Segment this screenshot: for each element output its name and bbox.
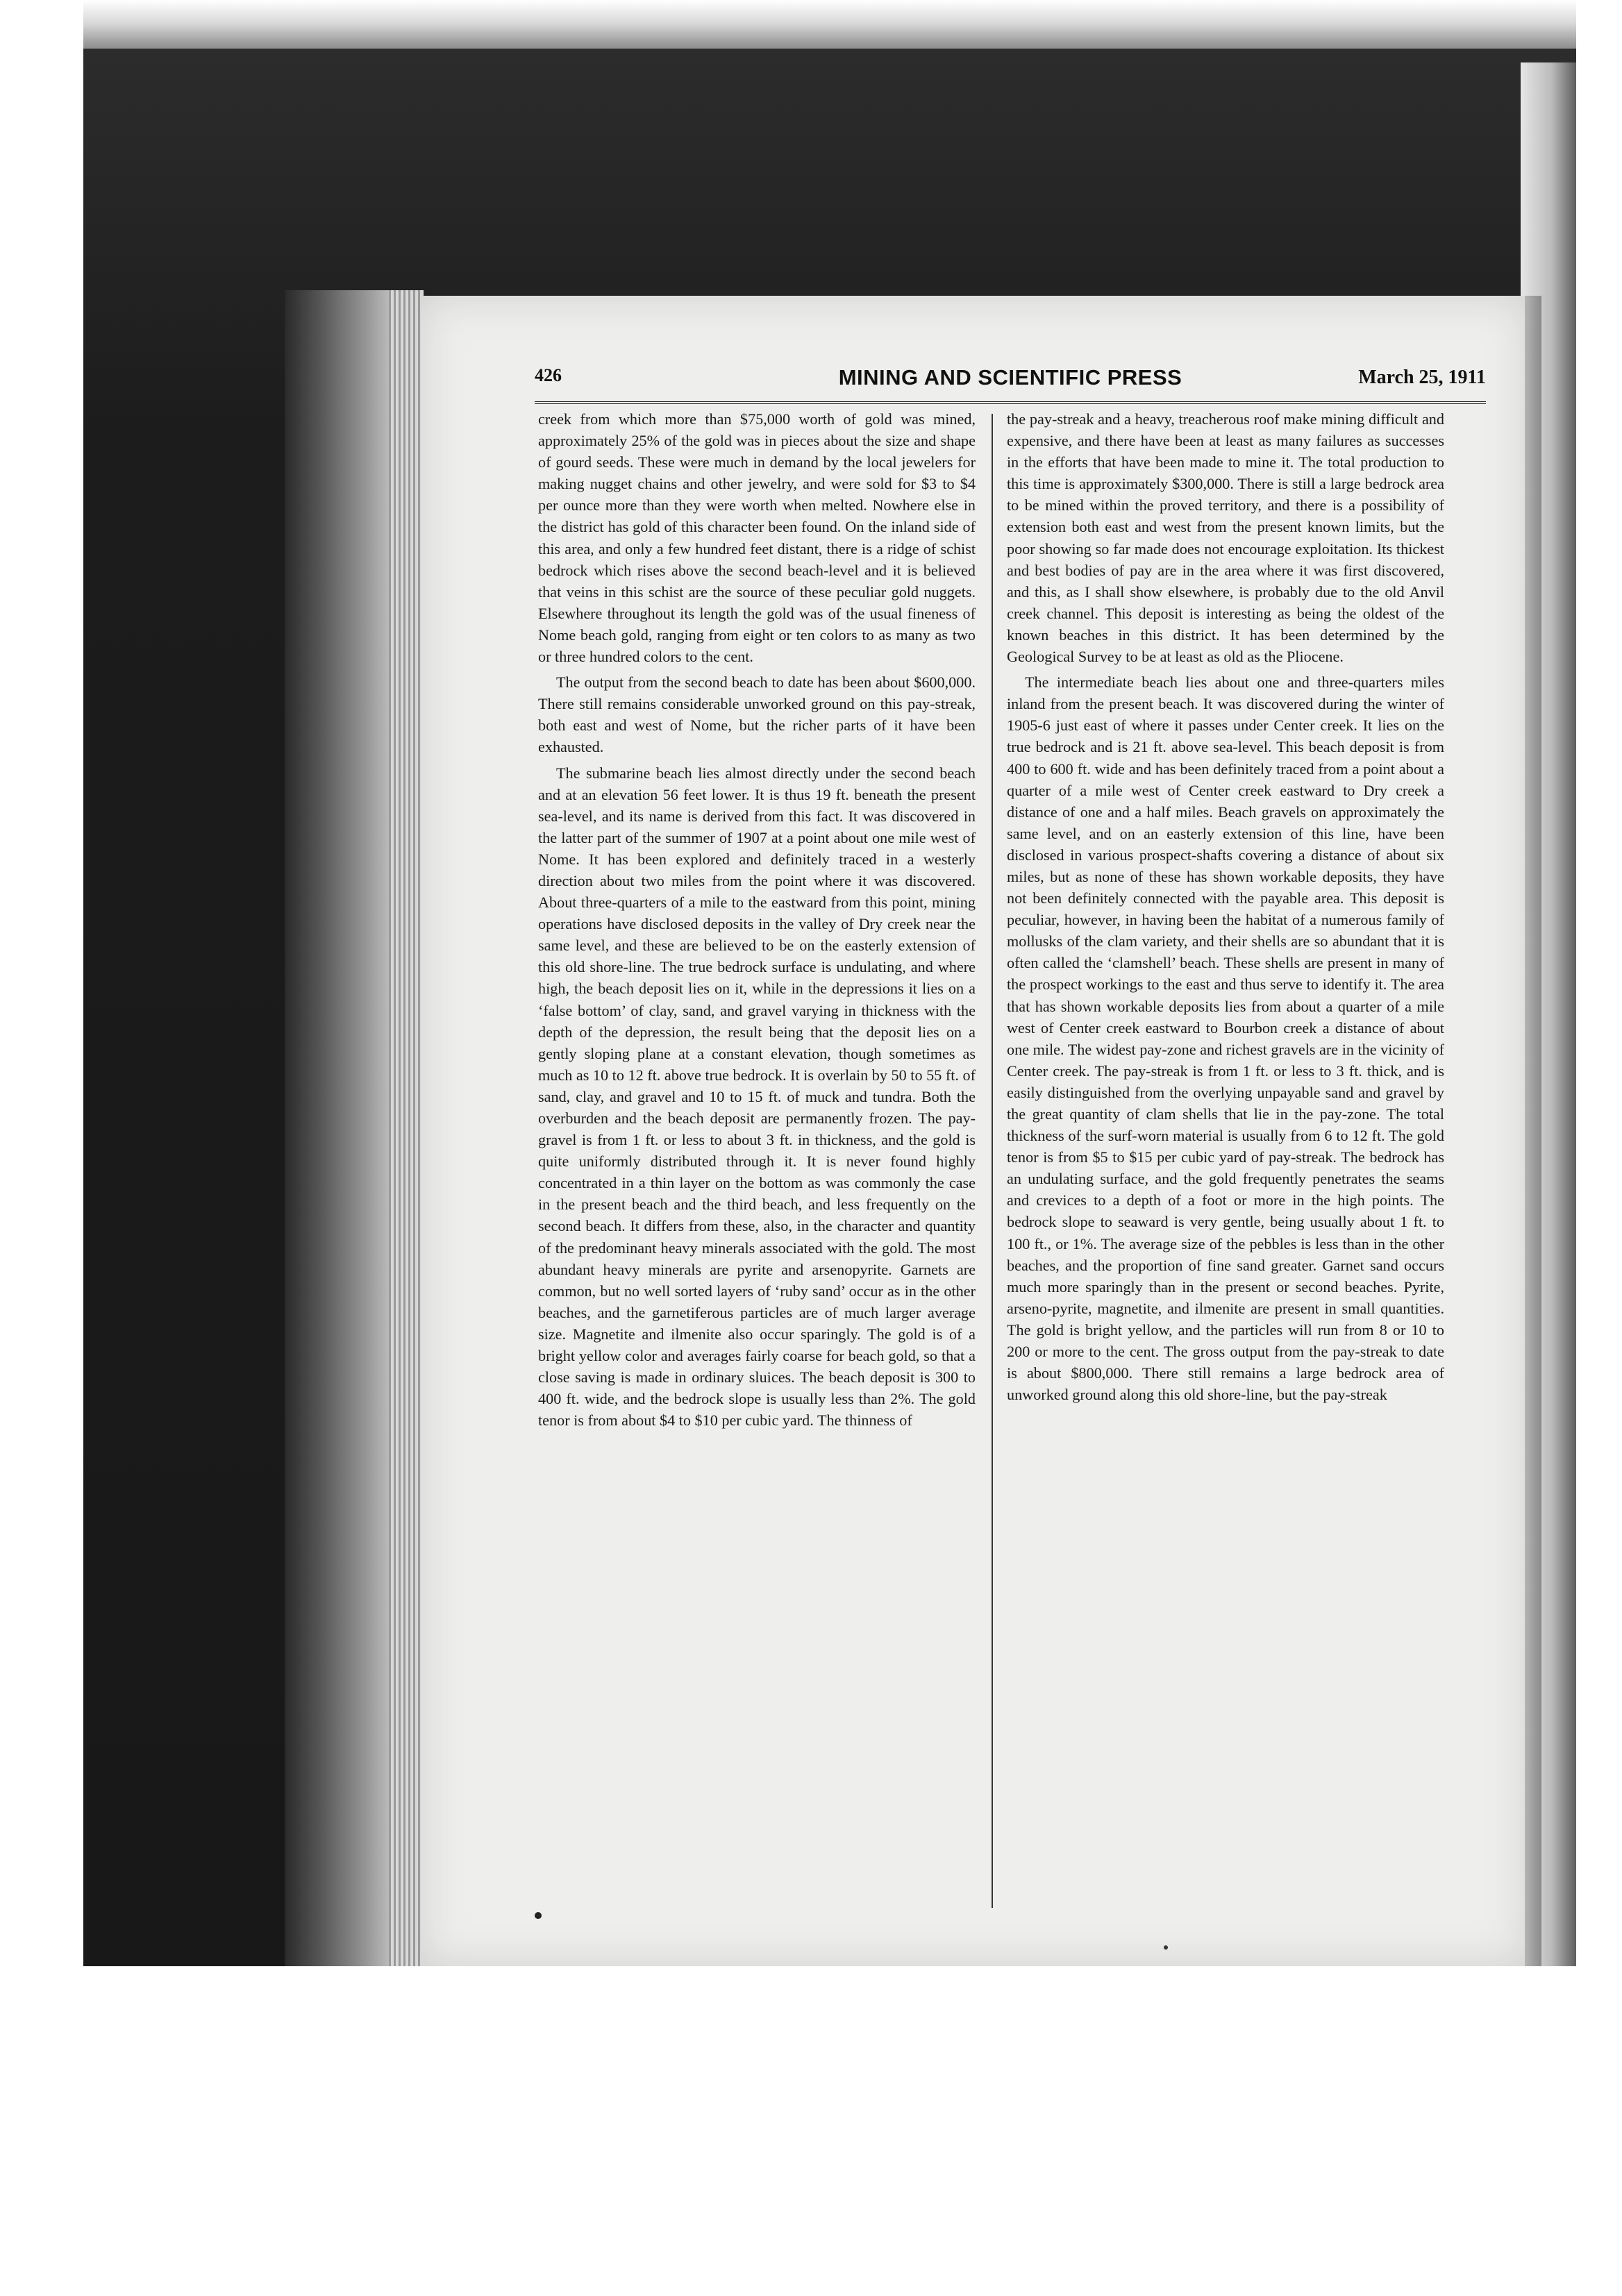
paragraph: the pay-streak and a heavy, treacherous roof make mining difficult and expensive, and there have been at least as many failures as successes in the efforts that have been made to mine it. The total production to this time is approximately $300,000. There is still a large bedrock area to be mined within the proved territory, and there is a possibility of extension both east and west from the present known limits, but the poor showing so far made does not encourage exploitation. Its thickest and best bodies of pay are in the area where it was first discovered, and this, as I shall show elsewhere, is probably due to the old Anvil creek channel. This deposit is interesting as being the oldest of the known beaches in this district. It has been determined by the Geological Survey to be at least as old as the Pliocene. <box>1007 410 1444 666</box>
paragraph: The intermediate beach lies about one and three-quarters miles inland from the present beach. It was discovered during the winter of 1905-6 just east of where it passes under Center creek. It lies on the true bedrock and is 21 ft. above sea-level. This beach deposit is from 400 to 600 ft. wide and has been definitely traced from a point about a quarter of a mile west of Center creek eastward to Dry creek a distance of one and a half miles. Beach gravels on approximately the same level, and on an easterly extension of this line, have been disclosed in various prospect-shafts covering a distance of about six miles, but as none of these has shown workable deposits, they have not been definitely connected with the payable area. This deposit is peculiar, however, in having been the habitat of a numerous family of mollusks of the clam variety, and their shells are so abundant that it is often called the ‘clamshell’ beach. These shells are present in many of the prospect workings to the east and thus serve to identify it. The area that has shown workable deposits lies from about a quarter of a mile west of Center creek eastward to Bourbon creek a distance of about one mile. The widest pay-zone and richest gravels are in the vicinity of Center creek. The pay-streak is from 1 ft. or less to 3 ft. thick, and is easily distinguished from the overlying unpayable sand and gravel by the great quantity of clam shells that lie in the pay-zone. The total thickness of the surf-worn material is usually from 6 to 12 ft. The gold tenor is from $5 to $15 per cubic yard of pay-streak. The bedrock has an undulating surface, and the gold frequently penetrates the seams and crevices to a depth of a foot or more in the high points. The bedrock slope to seaward is very gentle, being usually about 1 ft. to 100 ft., or 1%. The average size of the pebbles is less than in the other beaches, and the proportion of fine sand greater. Garnet sand occurs much more sparingly than in the present or second beaches. Pyrite, arseno-pyrite, magnetite, and ilmenite are present in small quantities. The gold is bright yellow, and the particles will run from 8 or 10 to 200 or more to the cent. The gross output from the pay-streak to date is about $800,000. There still remains a large bedrock area of unworked ground along this old shore-line, but the pay-streak <box>1007 673 1444 1404</box>
page-gutter-shadow <box>1525 296 1541 1966</box>
paragraph: creek from which more than $75,000 worth of gold was mined, approximately 25% of the gold was in pieces about the size and shape of gourd seeds. These were much in demand by the local jewelers for making nugget chains and other jewelry, and were sold for $3 to $4 per ounce more than they were worth when melted. Nowhere else in the district has gold of this character been found. On the inland side of this area, and only a few hundred feet distant, there is a ridge of schist bedrock which rises above the second beach-level and it is believed that veins in this schist are the source of these peculiar gold nuggets. Elsewhere throughout its length the gold was of the usual fineness of Nome beach gold, ranging from eight or ten colors to as many as two or three hundred colors to the cent. <box>538 410 976 666</box>
journal-title: MINING AND SCIENTIFIC PRESS <box>838 365 1182 389</box>
left-column <box>538 408 976 1435</box>
header-rule <box>535 401 1486 404</box>
issue-date: March 25, 1911 <box>1358 367 1486 388</box>
page-header <box>535 361 1486 396</box>
column-divider <box>992 414 993 1908</box>
page-number: 426 <box>535 365 562 385</box>
bullet-mark <box>535 1912 542 1919</box>
page-dot-mark <box>1164 1945 1168 1950</box>
right-column <box>1007 408 1444 1409</box>
page-edges <box>389 290 422 1966</box>
paragraph: The output from the second beach to date has been about $600,000. There still remains considerable unworked ground on this pay-streak, both east and west of Nome, but the richer parts of it have been exhausted. <box>538 673 976 756</box>
paragraph: The submarine beach lies almost directly under the second beach and at an elevation 56 feet lower. It is thus 19 ft. beneath the present sea-level, and its name is derived from this fact. It was discovered in the latter part of the summer of 1907 at a point about one mile west of Nome. It has been explored and definitely traced in a westerly direction about two miles from the point where it was discovered. About three-quarters of a mile to the eastward from this point, mining operations have disclosed deposits in the valley of Dry creek near the same level, and these are believed to be on the easterly extension of this old shore-line. The true bedrock surface is undulating, and where high, the beach deposit lies on it, while in the depressions it lies on a ‘false bottom’ of clay, sand, and gravel varying in thickness with the depth of the depression, the result being that the deposit lies on a gently sloping plane at a constant elevation, though sometimes as much as 10 to 12 ft. above true bedrock. It is overlain by 50 to 55 ft. of sand, clay, and gravel and 10 to 15 ft. of muck and tundra. Both the overburden and the beach deposit are permanently frozen. The pay-gravel is from 1 ft. or less to about 3 ft. in thickness, and the gold is quite uniformly distributed through it. It is never found highly concentrated in a thin layer on the bottom as was commonly the case in the present beach and the third beach, and less frequently on the second beach. It differs from these, also, in the character and quantity of the predominant heavy minerals associated with the gold. The most abundant heavy minerals are pyrite and arsenopyrite. Garnets are common, but no well sorted layers of ‘ruby sand’ occur as in the other beaches, and the garnetiferous particles are of much larger average size. Magnetite and ilmenite also occur sparingly. The gold is of a bright yellow color and averages fairly coarse for beach gold, so that a close saving is made in ordinary sluices. The beach deposit is 300 to 400 ft. wide, and the bedrock slope is usually less than 2%. The gold tenor is from about $4 to $10 per cubic yard. The thinness of <box>538 764 976 1430</box>
